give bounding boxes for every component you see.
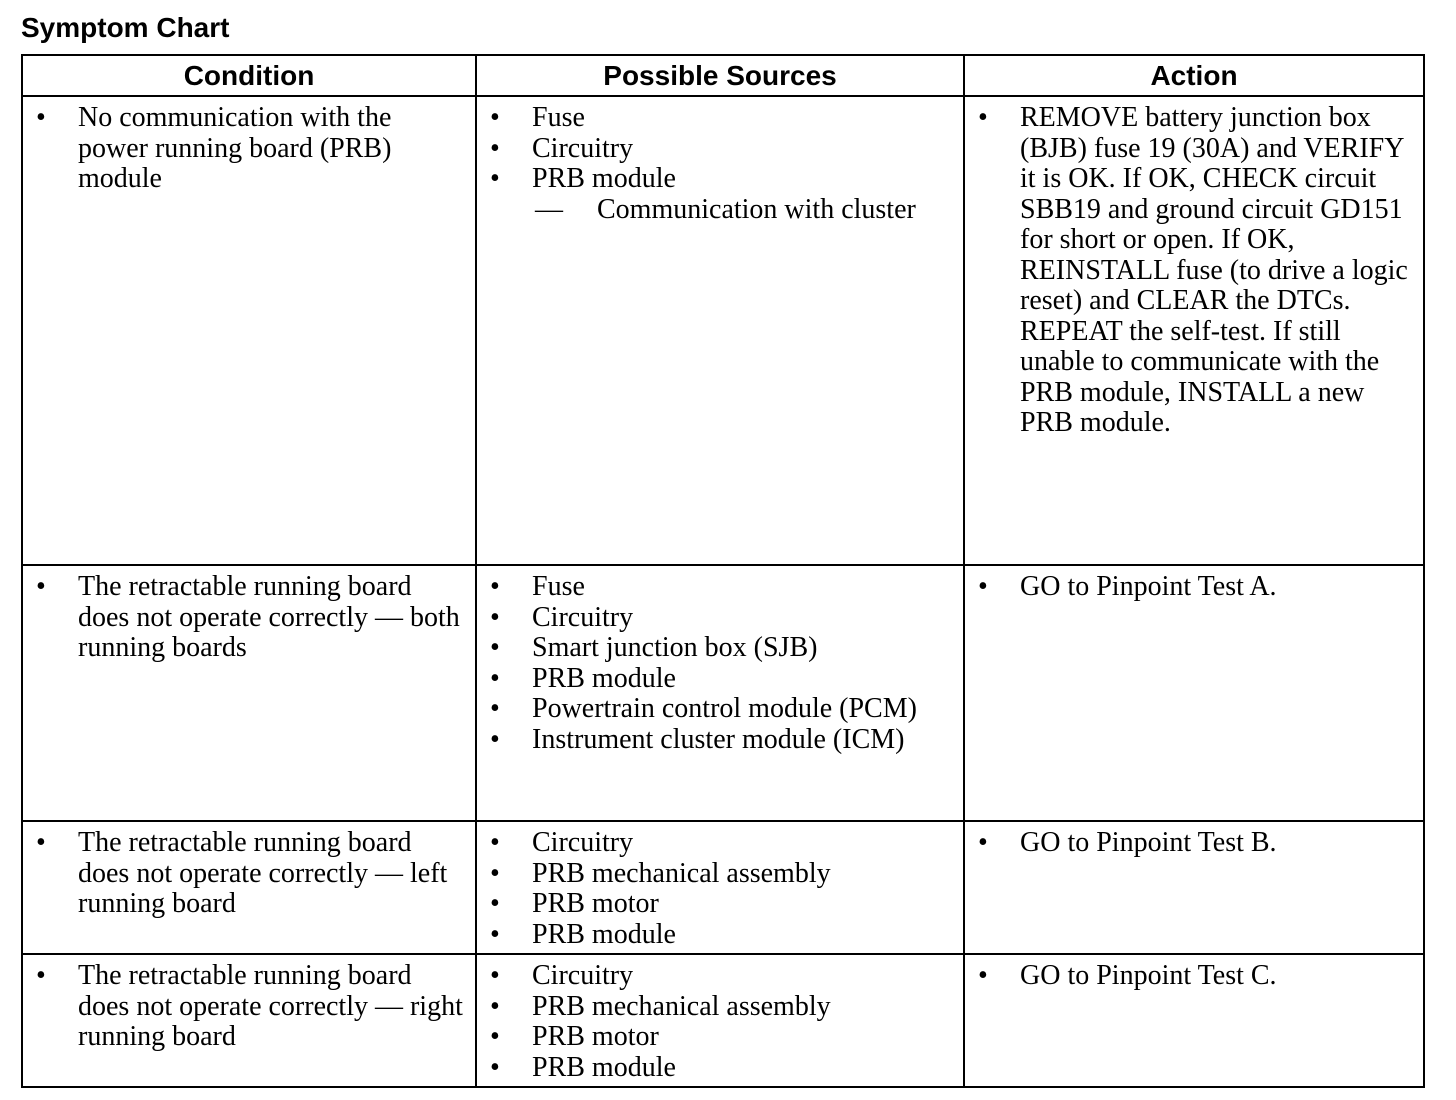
- condition-text: • No communication with the power running board (PRB) module: [23, 103, 465, 195]
- action-text: • GO to Pinpoint Test B.: [965, 828, 1413, 859]
- page-title: Symptom Chart: [21, 12, 230, 43]
- source-item: • Powertrain control module (PCM): [477, 694, 953, 725]
- sources-cell: [476, 96, 964, 565]
- table-row: [22, 821, 1424, 954]
- sources-cell: [476, 565, 964, 821]
- table-row: [22, 96, 1424, 565]
- condition-cell: [22, 821, 476, 954]
- source-sub-item: — Communication with cluster: [532, 195, 953, 226]
- source-item-with-sub: [477, 164, 953, 225]
- condition-cell: [22, 96, 476, 565]
- action-cell: [964, 96, 1424, 565]
- condition-text: • The retractable running board does not operate correctly — both running boards: [23, 572, 465, 664]
- source-item: • PRB module: [477, 1053, 953, 1084]
- source-item: • Circuitry: [477, 961, 953, 992]
- condition-text: • The retractable running board does not operate correctly — left running board: [23, 828, 465, 920]
- condition-text: • The retractable running board does not operate correctly — right running board: [23, 961, 465, 1053]
- condition-cell: [22, 954, 476, 1087]
- table-row: [22, 565, 1424, 821]
- action-cell: [964, 821, 1424, 954]
- action-text: • GO to Pinpoint Test A.: [965, 572, 1413, 603]
- header-possible-sources: Possible Sources: [476, 55, 964, 96]
- sources-cell: [476, 821, 964, 954]
- action-text: • REMOVE battery junction box (BJB) fuse 19 (30A) and VERIFY it is OK. If OK, CHECK circuit SBB19 and ground circuit GD151 for short or open. If OK, REINSTALL fuse (to drive a logic reset) and CLEAR the DTCs. REPEAT the self-test. If still unable to communicate with the PRB module, INSTALL a new PRB module.: [965, 103, 1413, 439]
- source-item: • Smart junction box (SJB): [477, 633, 953, 664]
- source-item: • Circuitry: [477, 134, 953, 165]
- source-item: • Instrument cluster module (ICM): [477, 725, 953, 756]
- action-text: • GO to Pinpoint Test C.: [965, 961, 1413, 992]
- source-item: • PRB module: [477, 664, 953, 695]
- header-action: Action: [964, 55, 1424, 96]
- header-condition: Condition: [22, 55, 476, 96]
- source-item: • PRB mechanical assembly: [477, 859, 953, 890]
- source-item: • PRB module: [477, 920, 953, 951]
- table-header-row: [22, 55, 1424, 96]
- action-cell: [964, 565, 1424, 821]
- source-item: • Circuitry: [477, 828, 953, 859]
- source-item: • PRB motor: [477, 889, 953, 920]
- table-row: [22, 954, 1424, 1087]
- source-item: • PRB mechanical assembly: [477, 992, 953, 1023]
- source-item-label: PRB module: [532, 163, 676, 194]
- source-item: • PRB motor: [477, 1022, 953, 1053]
- source-item: • Fuse: [477, 572, 953, 603]
- symptom-chart-table: [21, 54, 1425, 1088]
- source-item: • Fuse: [477, 103, 953, 134]
- source-item: • Circuitry: [477, 603, 953, 634]
- action-cell: [964, 954, 1424, 1087]
- sources-cell: [476, 954, 964, 1087]
- condition-cell: [22, 565, 476, 821]
